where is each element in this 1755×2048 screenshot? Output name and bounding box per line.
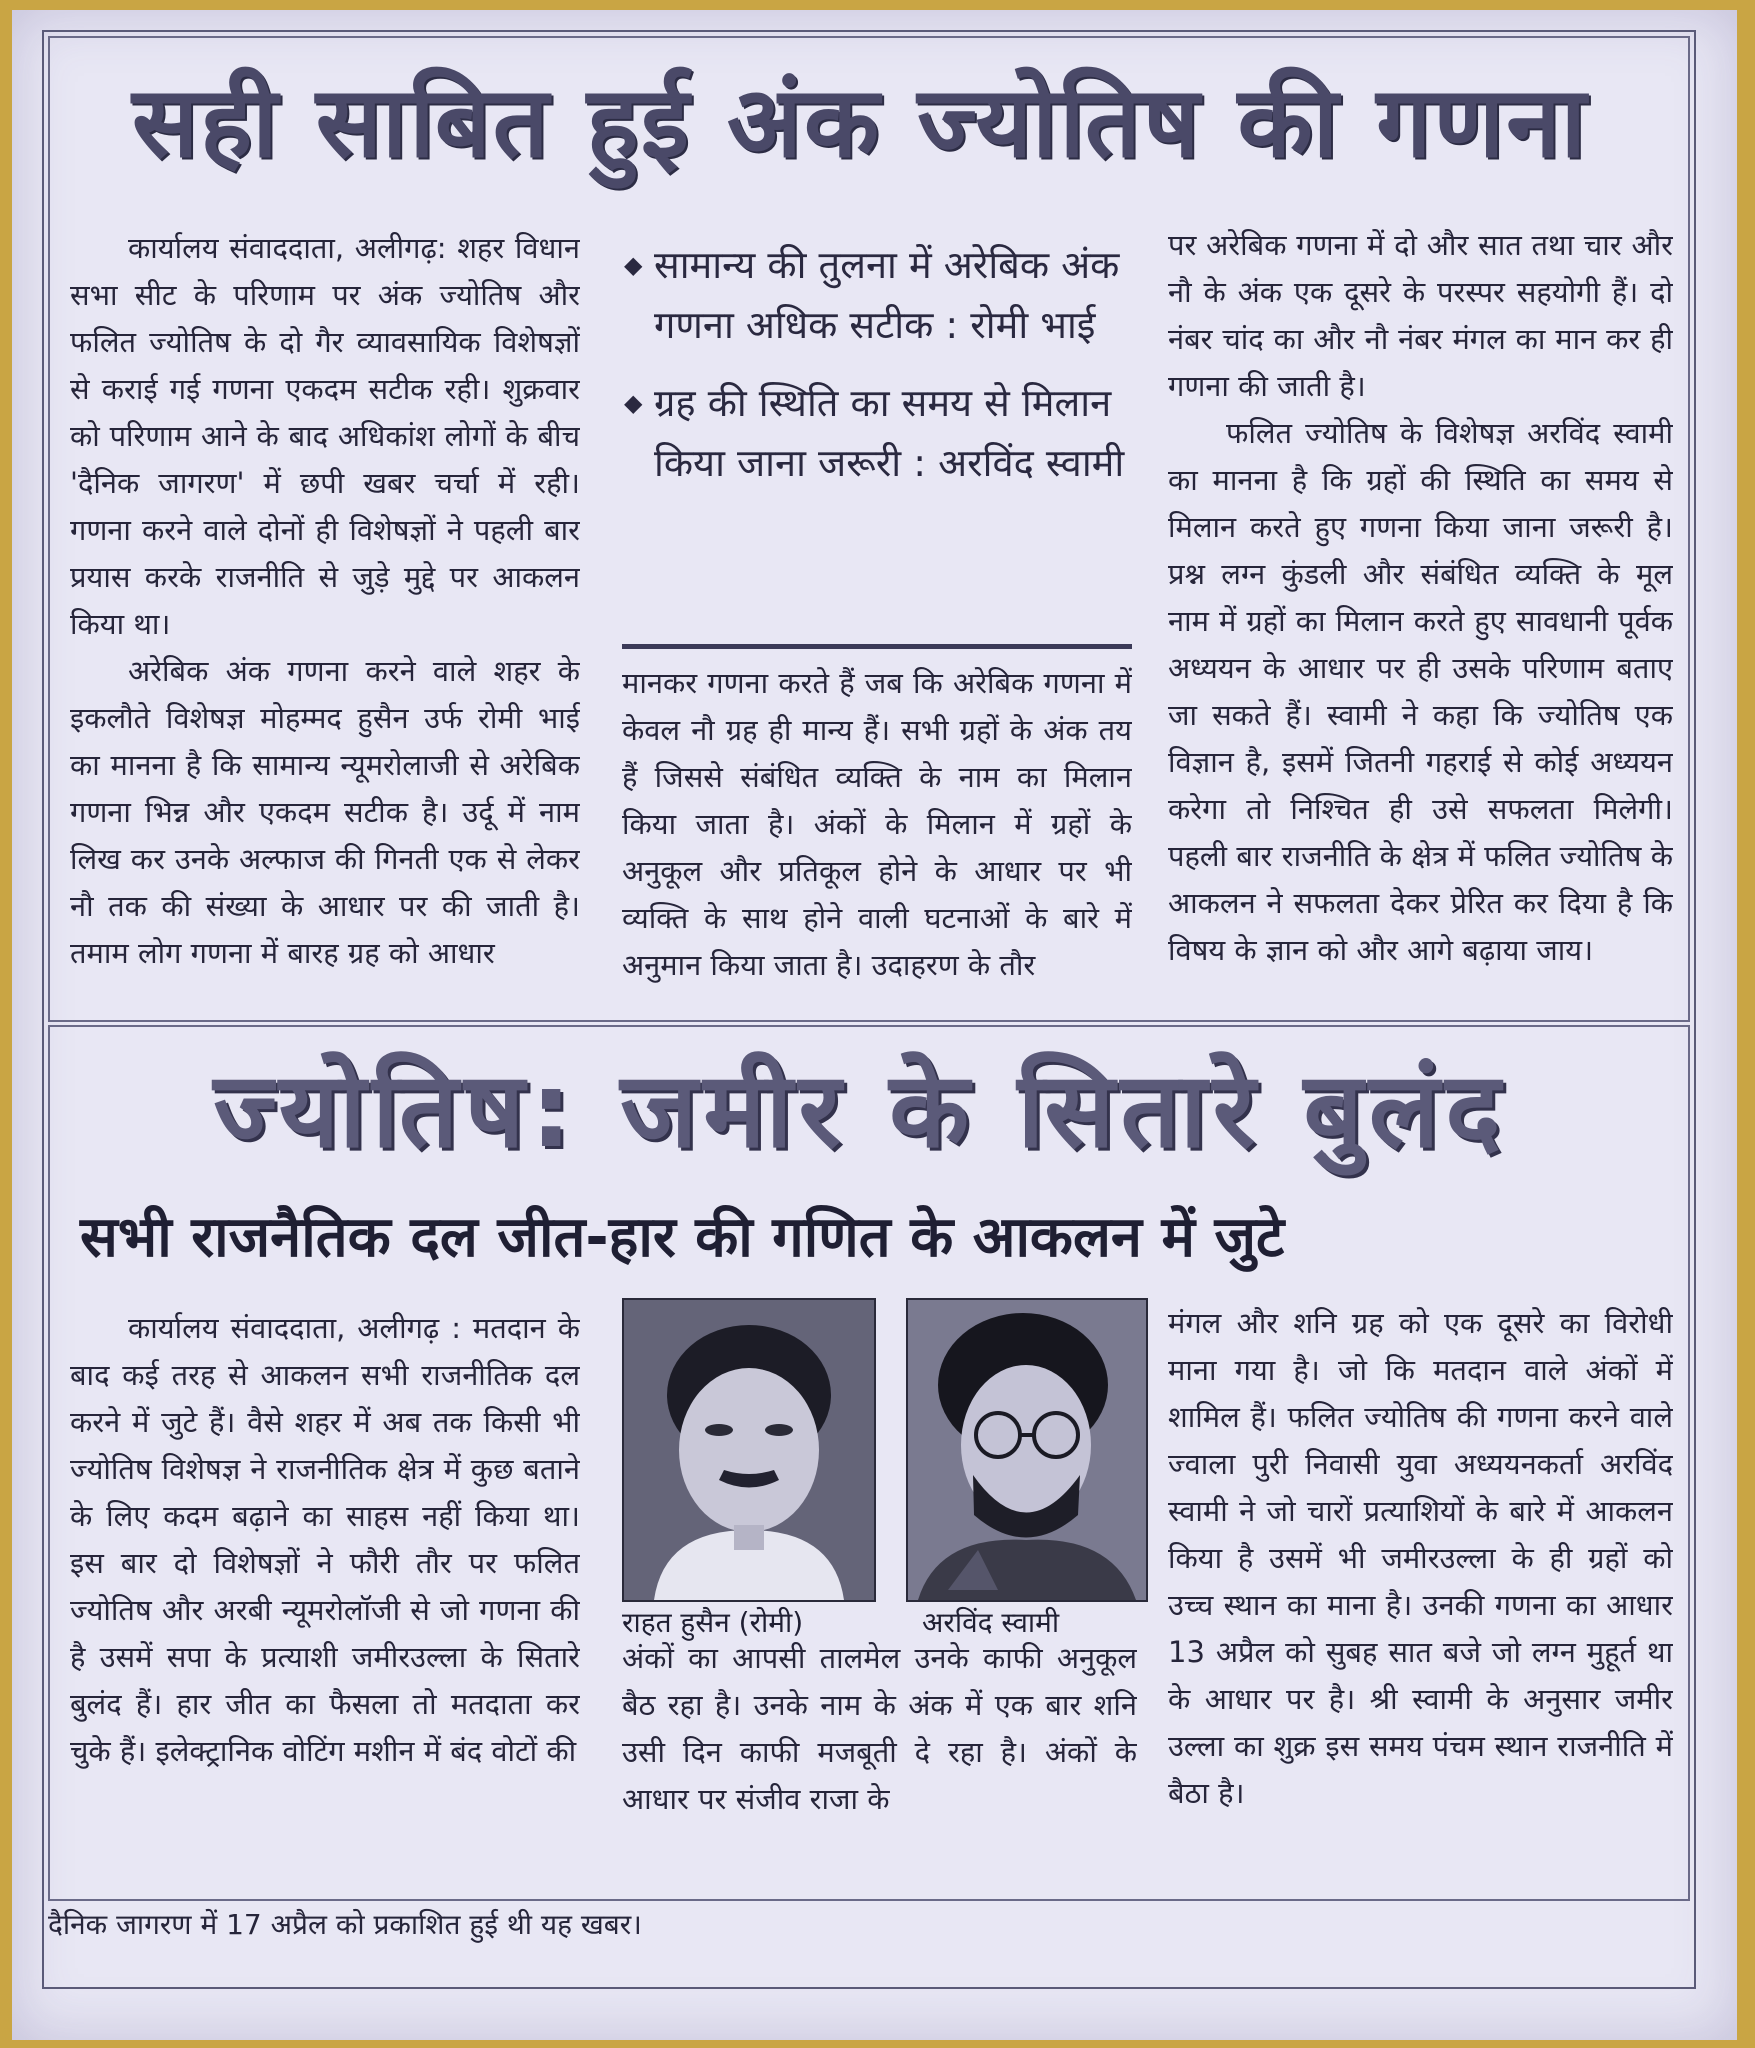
portrait-arvind-image bbox=[908, 1300, 1146, 1600]
article-2-column-3 bbox=[1168, 1300, 1673, 1895]
article-1-column-3 bbox=[1168, 222, 1673, 1012]
highlight-divider bbox=[622, 644, 1132, 649]
article-1-column-1 bbox=[70, 225, 580, 1015]
article-2-column-1 bbox=[70, 1305, 580, 1895]
article-2-subheadline: सभी राजनैतिक दल जीत-हार की गणित के आकलन में जुटे bbox=[80, 1205, 1285, 1270]
article-1-paragraph: मानकर गणना करते हैं जब कि अरेबिक गणना में केवल नौ ग्रह ही मान्य हैं। सभी ग्रहों के अंक तय हैं जिससे संबंधित व्यक्ति के नाम का मिलान किया जाता है। अंकों के मिलान में ग्रहों के अनुकूल और प्रतिकूल होने के आधार पर भी व्यक्ति के साथ होने वाली घटनाओं के बारे में अनुमान किया जाता है। उदाहरण के तौर bbox=[622, 666, 1132, 982]
article-1-paragraph: कार्यालय संवाददाता, अलीगढ़: शहर विधान सभा सीट के परिणाम पर अंक ज्योतिष और फलित ज्योतिष के दो गैर व्यावसायिक विशेषज्ञों से कराई गई गणना एकदम सटीक रही। शुक्रवार को परिणाम आने के बाद अधिकांश लोगों के बीच 'दैनिक जागरण' में छपी खबर चर्चा में रही। गणना करने वाले दोनों ही विशेषज्ञों ने पहली बार प्रयास करके राजनीति से जुड़े मुद्दे पर आकलन किया था। bbox=[70, 231, 580, 641]
article-2-paragraph: मंगल और शनि ग्रह को एक दूसरे का विरोधी माना गया है। जो कि मतदान वाले अंकों में शामिल हैं। फलित ज्योतिष की गणना करने वाले ज्वाला पुरी निवासी युवा अध्ययनकर्ता अरविंद स्वामी ने जो चारों प्रत्याशियों के बारे में आकलन किया है उसमें भी जमीरउल्ला के ही ग्रहों को उच्च स्थान का माना है। उनकी गणना का आधार 13 अप्रैल को सुबह सात बजे जो लग्न मुहूर्त था के आधार पर है। श्री स्वामी के अनुसार जमीर उल्ला का शुक्र इस समय पंचम स्थान राजनीति में बैठा है। bbox=[1168, 1306, 1673, 1810]
photo-caption-romi: राहत हुसैन (रोमी) bbox=[622, 1606, 804, 1639]
portrait-photo-romi bbox=[622, 1298, 876, 1602]
article-2-paragraph: अंकों का आपसी तालमेल उनके काफी अनुकूल बैठ रहा है। उनके नाम के अंक में एक बार शनि उसी दिन काफी मजबूती दे रहा है। अंकों के आधार पर संजीव राजा के bbox=[622, 1641, 1137, 1816]
article-1-headline: सही साबित हुई अंक ज्योतिष की गणना bbox=[131, 66, 1589, 180]
highlight-item bbox=[622, 373, 1132, 493]
portrait-romi-image bbox=[624, 1300, 874, 1600]
diamond-bullet-icon: ◆ bbox=[624, 389, 643, 417]
publication-note: दैनिक जागरण में 17 अप्रैल को प्रकाशित हुई थी यह खबर। bbox=[48, 1908, 642, 1941]
article-1-column-2 bbox=[622, 660, 1132, 1015]
article-2-headline: ज्योतिष: जमीर के सितारे बुलंद bbox=[213, 1049, 1507, 1171]
highlight-text: सामान्य की तुलना में अरेबिक अंक गणना अधिक सटीक : रोमी भाई bbox=[654, 243, 1120, 347]
article-1-paragraph: अरेबिक अंक गणना करने वाले शहर के इकलौते विशेषज्ञ मोहम्मद हुसैन उर्फ रोमी भाई का मानना है कि सामान्य न्यूमरोलाजी से अरेबिक गणना भिन्न और एकदम सटीक है। उर्दू में नाम लिख कर उनके अल्फाज की गिनती एक से लेकर नौ तक की संख्या के आधार पर की जाती है। तमाम लोग गणना में बारह ग्रह को आधार bbox=[70, 654, 580, 970]
article-1-paragraph: फलित ज्योतिष के विशेषज्ञ अरविंद स्वामी का मानना है कि ग्रहों की स्थिति का समय से मिलान करते हुए गणना किया जाना जरूरी है। प्रश्न लग्न कुंडली और संबंधित व्यक्ति के मूल नाम में ग्रहों का मिलान करते हुए सावधानी पूर्वक अध्ययन के आधार पर ही उसके परिणाम बताए जा सकते हैं। स्वामी ने कहा कि ज्योतिष एक विज्ञान है, इसमें जितनी गहराई से कोई अध्ययन करेगा तो निश्चित ही उसे सफलता मिलेगी। पहली बार राजनीति के क्षेत्र में फलित ज्योतिष के आकलन ने सफलता देकर प्रेरित कर दिया है कि विषय के ज्ञान को और आगे बढ़ाया जाय। bbox=[1168, 416, 1673, 967]
highlight-text: ग्रह की स्थिति का समय से मिलान किया जाना जरूरी : अरविंद स्वामी bbox=[654, 381, 1125, 485]
portrait-photo-arvind bbox=[906, 1298, 1148, 1602]
highlight-item bbox=[622, 235, 1132, 355]
diamond-bullet-icon: ◆ bbox=[624, 251, 643, 279]
article-1-paragraph: पर अरेबिक गणना में दो और सात तथा चार और नौ के अंक एक दूसरे के परस्पर सहयोगी हैं। दो नंबर चांद का और नौ नंबर मंगल का मान कर ही गणना की जाती है। bbox=[1168, 228, 1673, 403]
article-2-paragraph: कार्यालय संवाददाता, अलीगढ़ : मतदान के बाद कई तरह से आकलन सभी राजनीतिक दल करने में जुटे हैं। वैसे शहर में अब तक किसी भी ज्योतिष विशेषज्ञ ने राजनीतिक क्षेत्र में कुछ बताने के लिए कदम बढ़ाने का साहस नहीं किया था। इस बार दो विशेषज्ञों ने फौरी तौर पर फलित ज्योतिष और अरबी न्यूमरोलॉजी से जो गणना की है उसमें सपा के प्रत्याशी जमीरउल्ला के सितारे बुलंद हैं। हार जीत का फैसला तो मतदाता कर चुके हैं। इलेक्ट्रानिक वोटिंग मशीन में बंद वोटों की bbox=[70, 1311, 580, 1768]
photo-caption-arvind: अरविंद स्वामी bbox=[922, 1606, 1060, 1639]
article-2-column-2 bbox=[622, 1635, 1137, 1895]
article-1-highlights bbox=[622, 235, 1132, 635]
